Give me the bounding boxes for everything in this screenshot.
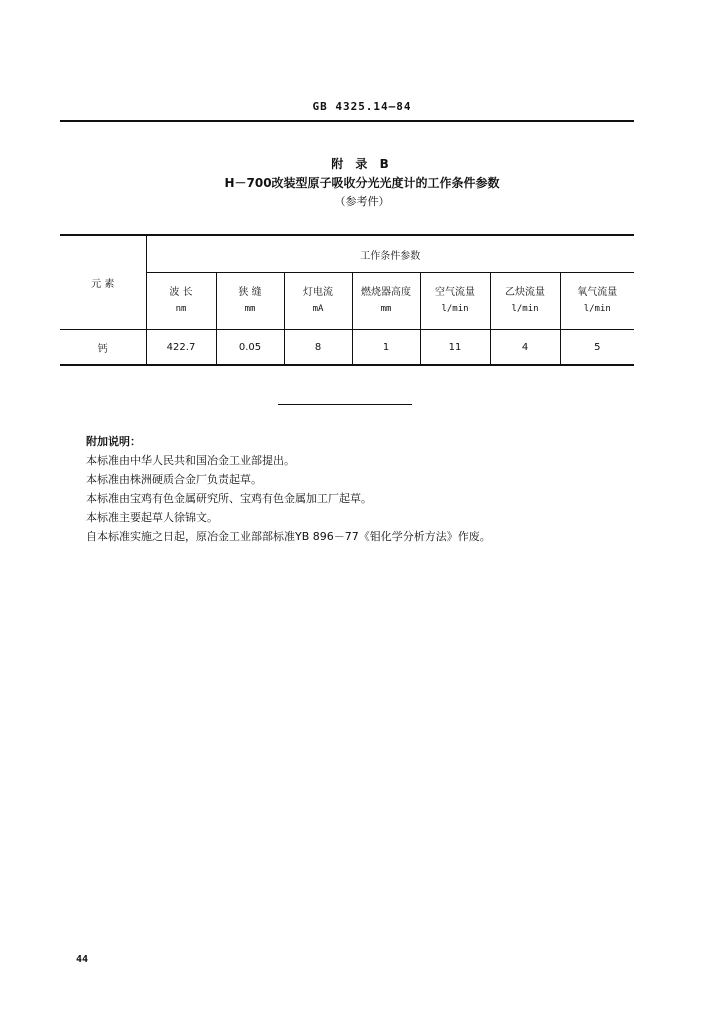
column-label: 狭 缝 xyxy=(238,287,262,298)
column-label: 空气流量 xyxy=(435,287,475,298)
note-line: 本标准由宝鸡有色金属研究所、宝鸡有色金属加工厂起草。 xyxy=(86,492,372,505)
column-header xyxy=(216,273,284,330)
column-unit: mm xyxy=(244,304,256,314)
note-line: 本标准主要起草人徐锦文。 xyxy=(86,511,218,524)
column-unit: l/min xyxy=(441,304,469,314)
column-label: 氧气流量 xyxy=(577,287,618,298)
value-cell: 0.05 xyxy=(216,330,284,366)
section-divider xyxy=(278,404,412,405)
value-cell: 4 xyxy=(490,330,560,366)
column-header xyxy=(284,273,352,330)
note-line: 本标准由中华人民共和国冶金工业部提出。 xyxy=(86,454,295,467)
value-cell: 422.7 xyxy=(146,330,216,366)
value-cell: 1 xyxy=(352,330,420,366)
standard-number: GB 4325.14—84 xyxy=(312,100,412,113)
column-unit: mm xyxy=(380,304,392,314)
notes-heading: 附加说明： xyxy=(86,435,141,448)
value-cell: 11 xyxy=(420,330,490,366)
column-unit: mA xyxy=(312,304,324,314)
note-line: 本标准由株洲硬质合金厂负责起草。 xyxy=(86,473,262,486)
column-unit: l/min xyxy=(511,304,539,314)
column-header xyxy=(420,273,490,330)
column-label: 灯电流 xyxy=(303,287,333,298)
table-row xyxy=(60,330,634,366)
appendix-subtitle: H－700改装型原子吸收分光光度计的工作条件参数 xyxy=(224,176,500,190)
appendix-note: （参考件） xyxy=(334,195,390,208)
element-header: 元 素 xyxy=(60,235,146,330)
column-unit: nm xyxy=(175,304,187,314)
appendix-title: 附 录 B xyxy=(331,157,393,171)
parameters-table xyxy=(60,234,634,366)
column-header xyxy=(490,273,560,330)
column-unit: l/min xyxy=(583,304,611,314)
group-header: 工作条件参数 xyxy=(146,235,634,273)
element-cell: 钙 xyxy=(60,330,146,366)
column-label: 波 长 xyxy=(169,287,193,298)
column-label: 燃烧器高度 xyxy=(361,287,411,298)
column-header xyxy=(146,273,216,330)
value-cell: 5 xyxy=(560,330,634,366)
column-label: 乙炔流量 xyxy=(505,287,545,298)
page-number: 44 xyxy=(76,954,89,965)
column-header xyxy=(352,273,420,330)
additional-notes xyxy=(86,432,491,546)
header-rule xyxy=(60,120,634,122)
note-line: 自本标准实施之日起，原冶金工业部部标准YB 896－77《钼化学分析方法》作废。 xyxy=(86,530,491,543)
value-cell: 8 xyxy=(284,330,352,366)
column-header xyxy=(560,273,634,330)
